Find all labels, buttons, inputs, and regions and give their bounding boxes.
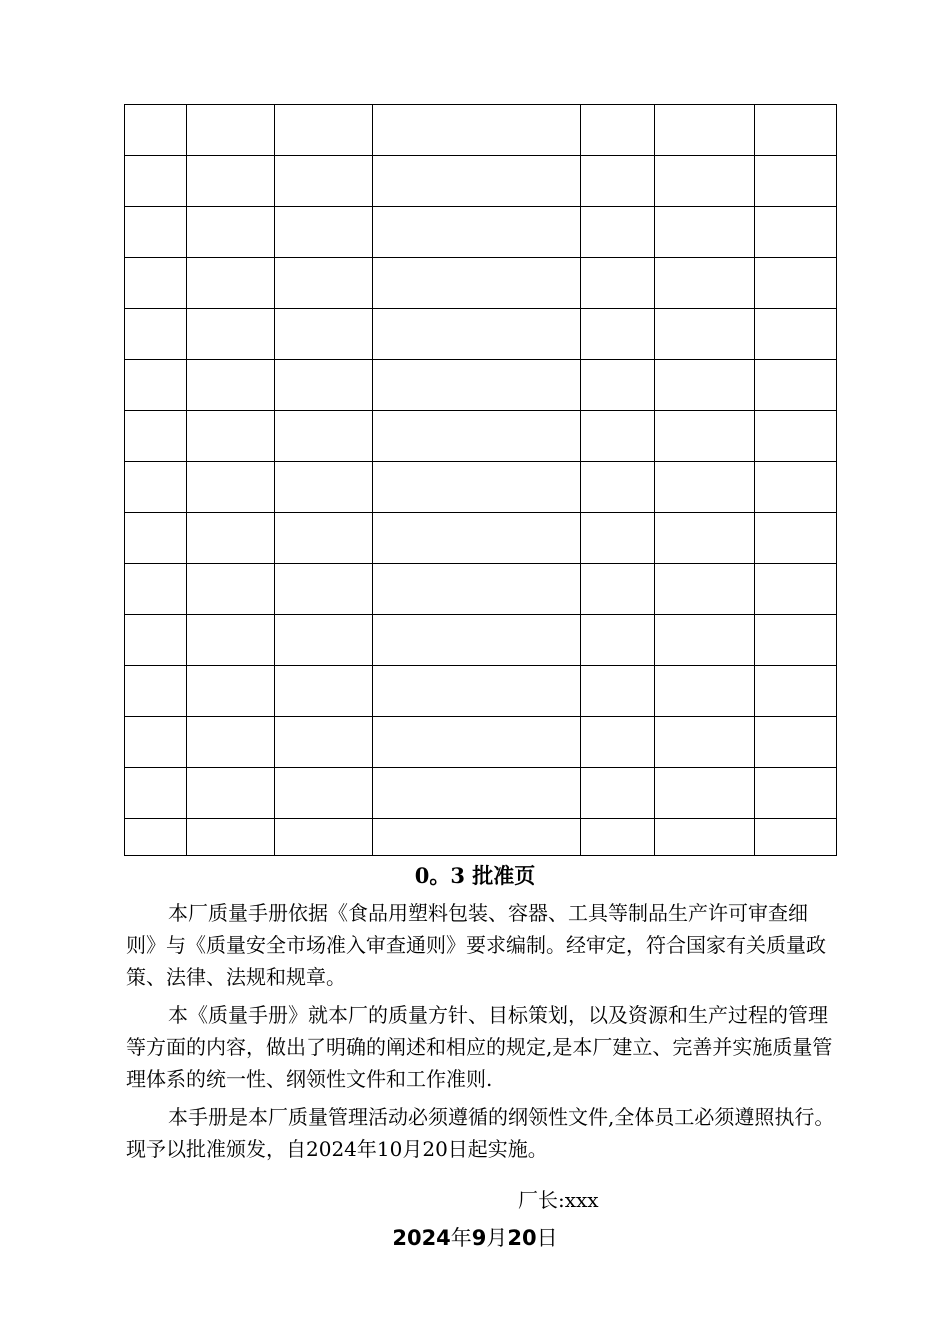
table-row [125, 615, 837, 666]
table-cell [655, 768, 755, 819]
table-cell [373, 564, 581, 615]
table-cell [655, 105, 755, 156]
table-cell [187, 717, 275, 768]
table-cell [187, 360, 275, 411]
table-cell [125, 666, 187, 717]
table-cell [275, 105, 373, 156]
table-cell [755, 207, 837, 258]
table-cell [655, 207, 755, 258]
blank-record-table [124, 104, 837, 856]
date-day: 20 [507, 1226, 537, 1250]
table-cell [125, 258, 187, 309]
table-cell [187, 615, 275, 666]
table-cell [125, 309, 187, 360]
table-cell [581, 666, 655, 717]
table-cell [275, 462, 373, 513]
table-cell [275, 309, 373, 360]
table-cell [125, 564, 187, 615]
table-cell [125, 360, 187, 411]
paragraph: 本手册是本厂质量管理活动必须遵循的纲领性文件,全体员工必须遵照执行。现予以批准颁发，自2024年10月20日起实施。 [126, 1105, 835, 1161]
table-cell [275, 819, 373, 856]
date-month: 9 [471, 1226, 487, 1250]
table-cell [755, 564, 837, 615]
table-cell [275, 768, 373, 819]
table-cell [581, 768, 655, 819]
table-cell [581, 462, 655, 513]
page-title: 0。3 批准页 [414, 863, 536, 888]
table-cell [755, 717, 837, 768]
table-cell [187, 258, 275, 309]
table-cell [581, 258, 655, 309]
table-cell [187, 564, 275, 615]
table-cell [655, 411, 755, 462]
table-row [125, 564, 837, 615]
table-cell [275, 411, 373, 462]
table-cell [187, 105, 275, 156]
table-row [125, 819, 837, 856]
table-cell [187, 666, 275, 717]
table-cell [755, 156, 837, 207]
table-cell [125, 462, 187, 513]
table-row [125, 717, 837, 768]
table-cell [187, 513, 275, 564]
table-cell [187, 156, 275, 207]
table-row [125, 768, 837, 819]
table-cell [581, 360, 655, 411]
table-cell [655, 666, 755, 717]
table-cell [373, 768, 581, 819]
table-cell [275, 207, 373, 258]
table-cell [581, 207, 655, 258]
table-cell [655, 360, 755, 411]
table-cell [373, 615, 581, 666]
approval-text [126, 897, 836, 1171]
table-row [125, 411, 837, 462]
table-cell [581, 411, 655, 462]
paragraph: 本《质量手册》就本厂的质量方针、目标策划，以及资源和生产过程的管理等方面的内容，做出了明确的阐述和相应的规定,是本厂建立、完善并实施质量管理体系的统一性、纲领性文件和工作准则. [126, 1003, 833, 1091]
table-cell [373, 309, 581, 360]
table-cell [373, 360, 581, 411]
table-cell [655, 258, 755, 309]
table-cell [275, 564, 373, 615]
table-cell [275, 615, 373, 666]
table-cell [755, 258, 837, 309]
table-cell [755, 462, 837, 513]
table-cell [187, 462, 275, 513]
table-cell [373, 207, 581, 258]
table-cell [125, 207, 187, 258]
table-row [125, 513, 837, 564]
table-cell [373, 258, 581, 309]
table-cell [373, 513, 581, 564]
table-cell [187, 411, 275, 462]
table-cell [275, 666, 373, 717]
table-cell [755, 105, 837, 156]
table-row [125, 360, 837, 411]
table-row [125, 666, 837, 717]
table-cell [187, 309, 275, 360]
table-cell [755, 411, 837, 462]
date-year: 2024 [392, 1226, 451, 1250]
table-cell [755, 768, 837, 819]
table-row [125, 309, 837, 360]
paragraph: 本厂质量手册依据《食品用塑料包装、容器、工具等制品生产许可审查细则》与《质量安全市场准入审查通则》要求编制。经审定，符合国家有关质量政策、法律、法规和规章。 [126, 901, 826, 989]
table-cell [581, 819, 655, 856]
table-cell [125, 615, 187, 666]
table-cell [755, 513, 837, 564]
approval-date [0, 1222, 950, 1252]
table-cell [125, 105, 187, 156]
date-day-unit: 日 [536, 1226, 558, 1250]
date-year-unit: 年 [450, 1226, 472, 1250]
table-cell [187, 207, 275, 258]
table-cell [655, 564, 755, 615]
table-cell [187, 768, 275, 819]
table-cell [275, 360, 373, 411]
table-cell [655, 717, 755, 768]
table-cell [373, 462, 581, 513]
table-cell [755, 615, 837, 666]
table-cell [581, 564, 655, 615]
table-row [125, 207, 837, 258]
table-cell [373, 411, 581, 462]
table-cell [755, 360, 837, 411]
table-cell [125, 411, 187, 462]
table-row [125, 105, 837, 156]
table-cell [125, 156, 187, 207]
table-cell [373, 717, 581, 768]
table-cell [581, 513, 655, 564]
table-cell [125, 513, 187, 564]
table-cell [655, 309, 755, 360]
table-cell [125, 819, 187, 856]
table-cell [755, 819, 837, 856]
table-cell [755, 309, 837, 360]
table-cell [755, 666, 837, 717]
table-cell [655, 513, 755, 564]
table-cell [373, 156, 581, 207]
table-cell [125, 768, 187, 819]
table-cell [275, 513, 373, 564]
table-cell [275, 717, 373, 768]
table-cell [275, 156, 373, 207]
table-cell [275, 258, 373, 309]
signature-line: 厂长:xxx [518, 1188, 599, 1212]
table-cell [187, 819, 275, 856]
table-row [125, 462, 837, 513]
table-cell [373, 666, 581, 717]
table-row [125, 258, 837, 309]
table-cell [655, 615, 755, 666]
table-cell [373, 105, 581, 156]
table-cell [581, 105, 655, 156]
table-cell [581, 156, 655, 207]
table-cell [655, 156, 755, 207]
table-cell [581, 309, 655, 360]
table-cell [655, 462, 755, 513]
date-month-unit: 月 [486, 1226, 508, 1250]
table-row [125, 156, 837, 207]
table-cell [655, 819, 755, 856]
table-cell [581, 615, 655, 666]
table-cell [125, 717, 187, 768]
table-cell [373, 819, 581, 856]
table-cell [581, 717, 655, 768]
